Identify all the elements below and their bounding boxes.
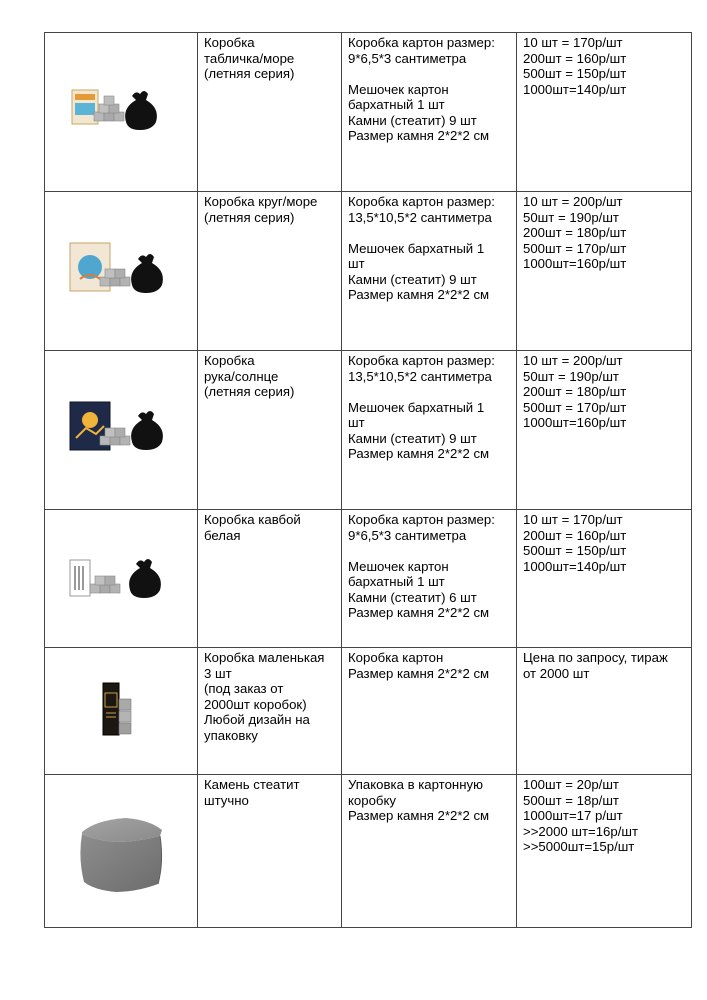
product-name: Коробка круг/море (летняя серия) [198, 192, 342, 351]
product-description: Коробка картон размер: 9*6,5*3 сантиметра Мешочек картон бархатный 1 шт Камни (стеатит) 9 шт Размер камня 2*2*2 см [342, 33, 517, 192]
product-name: Коробка маленькая 3 шт (под заказ от 2000шт коробок) Любой дизайн на упаковку [198, 648, 342, 775]
product-description: Коробка картон размер: 13,5*10,5*2 сантиметра Мешочек бархатный 1 шт Камни (стеатит) 9 шт Размер камня 2*2*2 см [342, 351, 517, 510]
product-price: Цена по запросу, тираж от 2000 шт [517, 648, 692, 775]
product-image-cell [45, 648, 198, 775]
product-name: Камень стеатит штучно [198, 775, 342, 928]
product-price: 10 шт = 170р/шт 200шт = 160р/шт 500шт = 150р/шт 1000шт=140р/шт [517, 33, 692, 192]
gift-box-sea-circle-with-stones-and-pouch-icon [66, 239, 176, 303]
product-image-cell [45, 351, 198, 510]
product-price: 100шт = 20р/шт 500шт = 18р/шт 1000шт=17 р/шт >>2000 шт=16р/шт >>5000шт=15р/шт [517, 775, 692, 928]
product-name: Коробка табличка/море (летняя серия) [198, 33, 342, 192]
product-description: Коробка картон размер: 9*6,5*3 сантиметра Мешочек картон бархатный 1 шт Камни (стеатит) 6 шт Размер камня 2*2*2 см [342, 510, 517, 648]
product-price: 10 шт = 200р/шт 50шт = 190р/шт 200шт = 180р/шт 500шт = 170р/шт 1000шт=160р/шт [517, 192, 692, 351]
gift-box-cowboy-white-with-stones-and-pouch-icon [66, 554, 176, 604]
table-row [45, 510, 692, 648]
product-description: Коробка картон Размер камня 2*2*2 см [342, 648, 517, 775]
product-image-cell [45, 510, 198, 648]
product-price-table [44, 32, 692, 928]
gift-box-hand-sun-with-stones-and-pouch-icon [66, 398, 176, 462]
soapstone-cube-icon [66, 806, 176, 896]
gift-box-sea-sign-with-stones-and-pouch-icon [66, 82, 176, 142]
product-price: 10 шт = 200р/шт 50шт = 190р/шт 200шт = 180р/шт 500шт = 170р/шт 1000шт=160р/шт [517, 351, 692, 510]
product-name: Коробка рука/солнце (летняя серия) [198, 351, 342, 510]
product-description: Упаковка в картонную коробку Размер камня 2*2*2 см [342, 775, 517, 928]
table-row [45, 351, 692, 510]
product-description: Коробка картон размер: 13,5*10,5*2 сантиметра Мешочек бархатный 1 шт Камни (стеатит) 9 шт Размер камня 2*2*2 см [342, 192, 517, 351]
table-row [45, 775, 692, 928]
table-row [45, 648, 692, 775]
product-image-cell [45, 33, 198, 192]
small-box-with-stones-icon [91, 679, 151, 743]
table-row [45, 192, 692, 351]
product-image-cell [45, 775, 198, 928]
table-row [45, 33, 692, 192]
product-price: 10 шт = 170р/шт 200шт = 160р/шт 500шт = 150р/шт 1000шт=140р/шт [517, 510, 692, 648]
product-image-cell [45, 192, 198, 351]
product-name: Коробка кавбой белая [198, 510, 342, 648]
